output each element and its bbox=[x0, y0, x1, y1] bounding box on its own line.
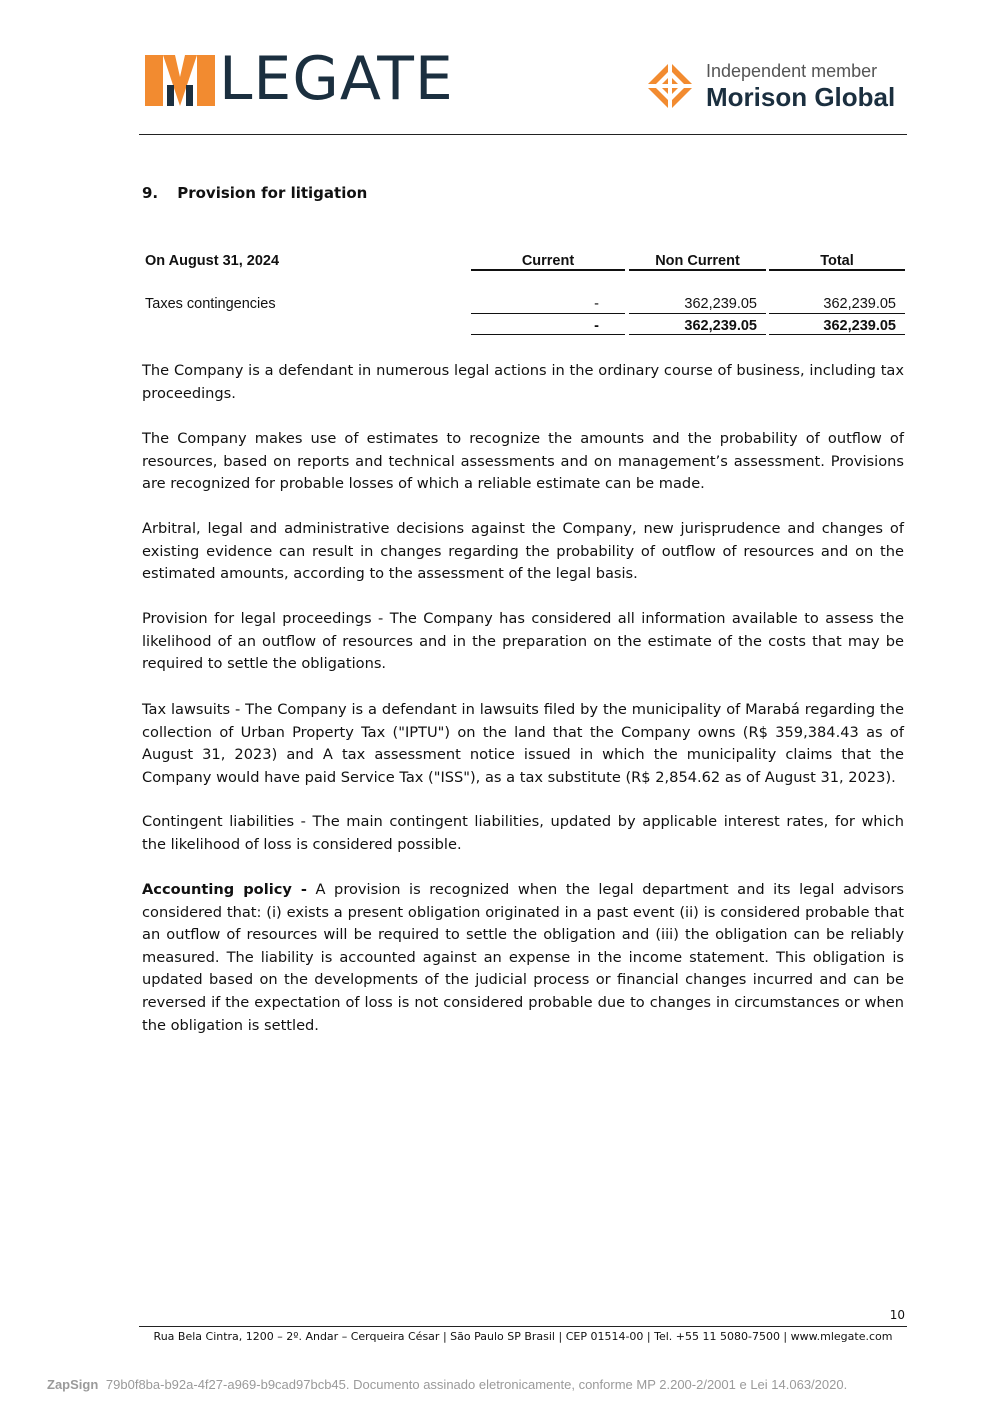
zapsign-brand: ZapSign bbox=[47, 1377, 99, 1392]
header-underline-current bbox=[471, 269, 625, 271]
section-title: Provision for litigation bbox=[177, 184, 368, 202]
table-heading: On August 31, 2024 bbox=[145, 253, 280, 269]
morison-diamond-icon bbox=[646, 62, 694, 110]
section-heading bbox=[142, 183, 367, 203]
member-line-1: Independent member bbox=[706, 61, 878, 81]
column-header-non-current: Non Current bbox=[655, 253, 740, 269]
mlegate-m-mark-icon bbox=[145, 55, 215, 107]
row-label-taxes: Taxes contingencies bbox=[145, 296, 276, 312]
total-current: - bbox=[594, 318, 599, 334]
total-line-total bbox=[769, 313, 905, 314]
bottom-line-current bbox=[471, 334, 625, 335]
logo-wordmark: LEGATE bbox=[219, 44, 454, 114]
accounting-policy-label: Accounting policy - bbox=[142, 881, 307, 898]
footer-address: Rua Bela Cintra, 1200 – 2º. Andar – Cerqueira César | São Paulo SP Brasil | CEP 01514-00 | Tel. +55 11 5080-7500 | www.mlegate.com bbox=[153, 1330, 893, 1343]
header-underline-total bbox=[769, 269, 905, 271]
page-number: 10 bbox=[889, 1308, 905, 1322]
paragraph-accounting-policy bbox=[142, 879, 904, 1037]
paragraph-estimates: The Company makes use of estimates to recognize the amounts and the probability of outflow of resources, based on reports and technical assessments and on management’s assessment. Provisions are recognized for probable losses of which a reliable estimate can be made. bbox=[142, 430, 904, 493]
row-current-taxes: - bbox=[594, 296, 599, 312]
row-non-current-taxes: 362,239.05 bbox=[684, 296, 757, 312]
column-header-total: Total bbox=[820, 253, 854, 269]
paragraph-tax-lawsuits: Tax lawsuits - The Company is a defendant in lawsuits filed by the municipality of Marabá regarding the collection of Urban Property Tax ("IPTU") on the land that the Company owns (R$ 359,384.43 as of August 31, 2023) and A tax assessment notice issued in which the municipality claims that the Company would have paid Service Tax ("ISS"), as a tax substitute (R$ 2,854.62 as of August 31, 2023). bbox=[142, 701, 904, 786]
section-number: 9. bbox=[142, 184, 159, 202]
accounting-policy-text: A provision is recognized when the legal department and its legal advisors considered that: (i) exists a present obligation originated in a past event (ii) is considered probable that an outflow of resources will be required to settle the obligation and (iii) the obligation can be reliably measured. The liability is accounted against an expense in the income statement. This obligation is updated based on the developments of the judicial process or financial changes incurred and can be reversed if the expectation of loss is not considered probable due to changes in circumstances or when the obligation is settled. bbox=[142, 881, 904, 1034]
header-rule bbox=[139, 134, 907, 135]
column-header-current: Current bbox=[521, 253, 575, 269]
member-line-2: Morison Global bbox=[706, 82, 896, 112]
total-total: 362,239.05 bbox=[823, 318, 896, 334]
header-underline-non-current bbox=[629, 269, 766, 271]
footer-rule bbox=[139, 1326, 907, 1327]
mlegate-logo bbox=[145, 44, 475, 114]
paragraph-decisions: Arbitral, legal and administrative decisions against the Company, new jurisprudence and changes of existing evidence can result in changes regarding the probability of outflow of resources and on the estimated amounts, according to the assessment of the legal basis. bbox=[142, 520, 904, 583]
total-line-current bbox=[471, 313, 625, 314]
row-total-taxes: 362,239.05 bbox=[823, 296, 896, 312]
paragraph-legal-proceedings: Provision for legal proceedings - The Company has considered all information available to assess the likelihood of an outflow of resources and in the preparation on the estimate of the costs that may be required to settle the obligations. bbox=[142, 610, 904, 673]
bottom-line-non-current bbox=[629, 334, 766, 335]
bottom-line-total bbox=[769, 334, 905, 335]
total-line-non-current bbox=[629, 313, 766, 314]
zapsign-text: 79b0f8ba-b92a-4f27-a969-b9cad97bcb45. Documento assinado eletronicamente, conforme MP 2.200-2/2001 e Lei 14.063/2020. bbox=[105, 1377, 848, 1392]
paragraph-defendant: The Company is a defendant in numerous legal actions in the ordinary course of business, including tax proceedings. bbox=[142, 362, 904, 402]
morison-global-badge bbox=[646, 60, 906, 112]
total-non-current: 362,239.05 bbox=[684, 318, 757, 334]
paragraph-contingent-liabilities: Contingent liabilities - The main contingent liabilities, updated by applicable interest rates, for which the likelihood of loss is considered possible. bbox=[142, 813, 904, 853]
zapsign-signature-note bbox=[47, 1377, 847, 1392]
